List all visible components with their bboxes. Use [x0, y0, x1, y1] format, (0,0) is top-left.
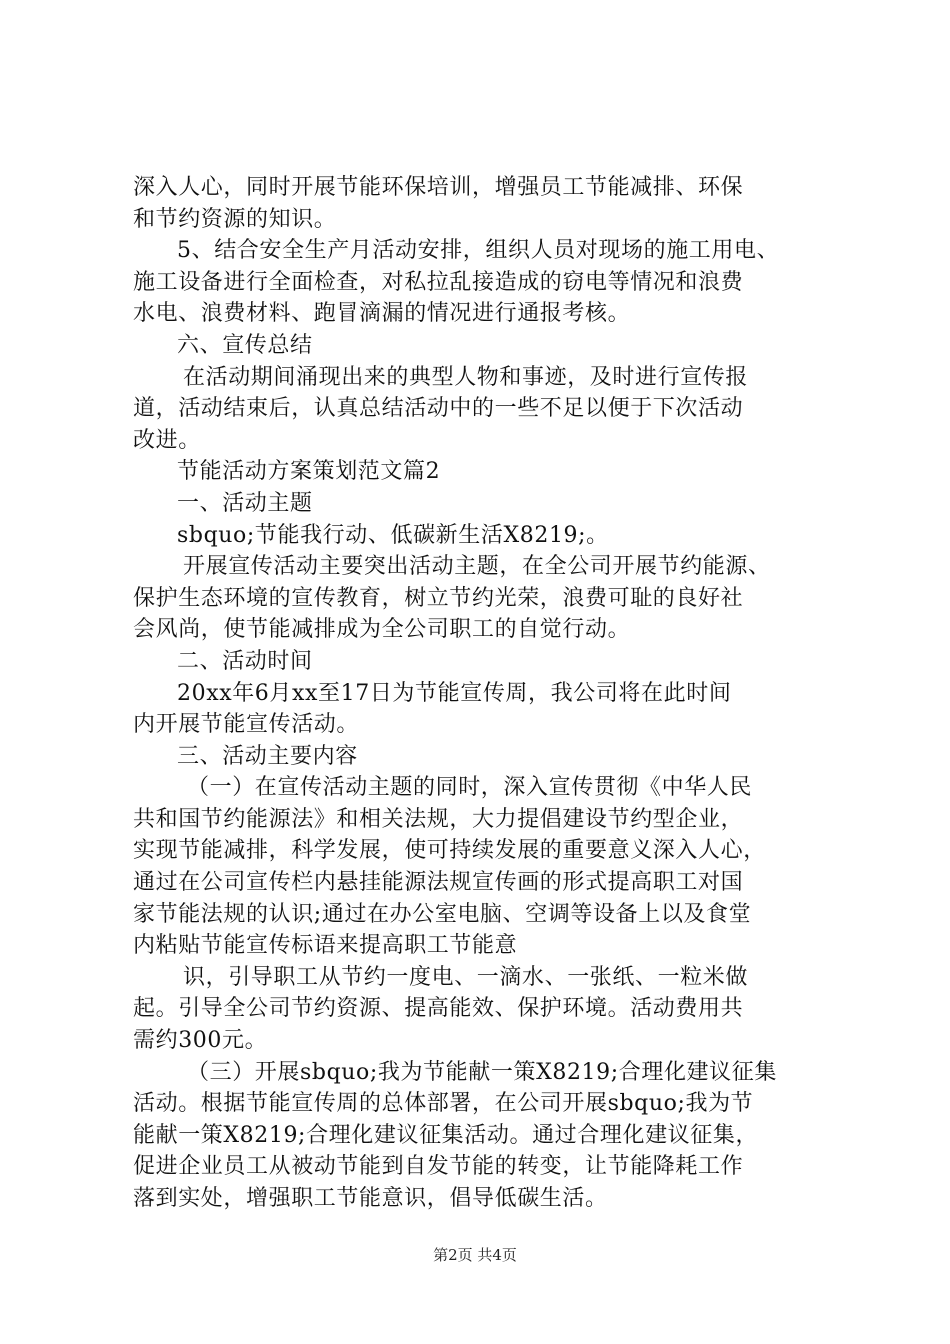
text-line: 和节约资源的知识。 — [133, 206, 337, 232]
text-line: 识，引导职工从节约一度电、一滴水、一张纸、一粒米做 — [183, 964, 749, 990]
text-line: （一）在宣传活动主题的同时，深入宣传贯彻《中华人民 — [187, 775, 753, 801]
text-line: 深入人心，同时开展节能环保培训，增强员工节能减排、环保 — [133, 175, 744, 200]
text-line: 通过在公司宣传栏内悬挂能源法规宣传画的形式提高职工对国 — [133, 870, 744, 896]
text-line: 能献一策X8219;合理化建议征集活动。通过合理化建议征集， — [133, 1122, 759, 1148]
text-line: 落到实处，增强职工节能意识，倡导低碳生活。 — [133, 1186, 608, 1211]
page-number: 第2页 共4页 — [433, 1246, 517, 1264]
section-heading: 一、活动主题 — [177, 490, 313, 516]
text-line: （三）开展sbquo;我为节能献一策X8219;合理化建议征集 — [187, 1059, 777, 1085]
text-line: 在活动期间涌现出来的典型人物和事迹，及时进行宣传报 — [183, 364, 749, 390]
text-line: 起。引导全公司节约资源、提高能效、保护环境。活动费用共 — [133, 996, 744, 1022]
text-line: 道，活动结束后，认真总结活动中的一些不足以便于下次活动 — [133, 396, 744, 422]
text-line: 开展宣传活动主要突出活动主题，在全公司开展节约能源、 — [183, 554, 771, 580]
text-line: 会风尚，使节能减排成为全公司职工的自觉行动。 — [133, 617, 631, 643]
text-line: 改进。 — [133, 427, 201, 453]
text-line: 共和国节约能源法》和相关法规，大力提倡建设节约型企业， — [133, 806, 744, 832]
section-heading: 二、活动时间 — [177, 648, 313, 674]
text-line: 内粘贴节能宣传标语来提高职工节能意 — [133, 933, 518, 959]
section-heading: 三、活动主要内容 — [177, 743, 358, 769]
text-line: 水电、浪费材料、跑冒滴漏的情况进行通报考核。 — [133, 301, 631, 327]
document-body — [133, 172, 833, 1215]
text-line: 施工设备进行全面检查，对私拉乱接造成的窃电等情况和浪费 — [133, 269, 744, 295]
text-line: 保护生态环境的宣传教育，树立节约光荣，浪费可耻的良好社 — [133, 585, 744, 611]
page-footer — [0, 1245, 950, 1265]
text-line: 活动。根据节能宣传周的总体部署，在公司开展sbquo;我为节 — [133, 1091, 754, 1117]
text-line: 家节能法规的认识;通过在办公室电脑、空调等设备上以及食堂 — [133, 901, 752, 927]
text-line: 需约300元。 — [133, 1028, 268, 1054]
text-line: 20xx年6月xx至17日为节能宣传周，我公司将在此时间 — [177, 680, 732, 706]
article-title: 节能活动方案策划范文篇2 — [177, 459, 441, 485]
text-line: sbquo;节能我行动、低碳新生活X8219;。 — [177, 522, 609, 548]
text-line: 实现节能减排，科学发展，使可持续发展的重要意义深入人心， — [133, 838, 766, 864]
text-line: 促进企业员工从被动节能到自发节能的转变，让节能降耗工作 — [133, 1154, 744, 1180]
text-line: 5、结合安全生产月活动安排，组织人员对现场的施工用电、 — [177, 238, 780, 264]
text-line: 内开展节能宣传活动。 — [133, 712, 360, 738]
section-heading: 六、宣传总结 — [177, 332, 313, 358]
